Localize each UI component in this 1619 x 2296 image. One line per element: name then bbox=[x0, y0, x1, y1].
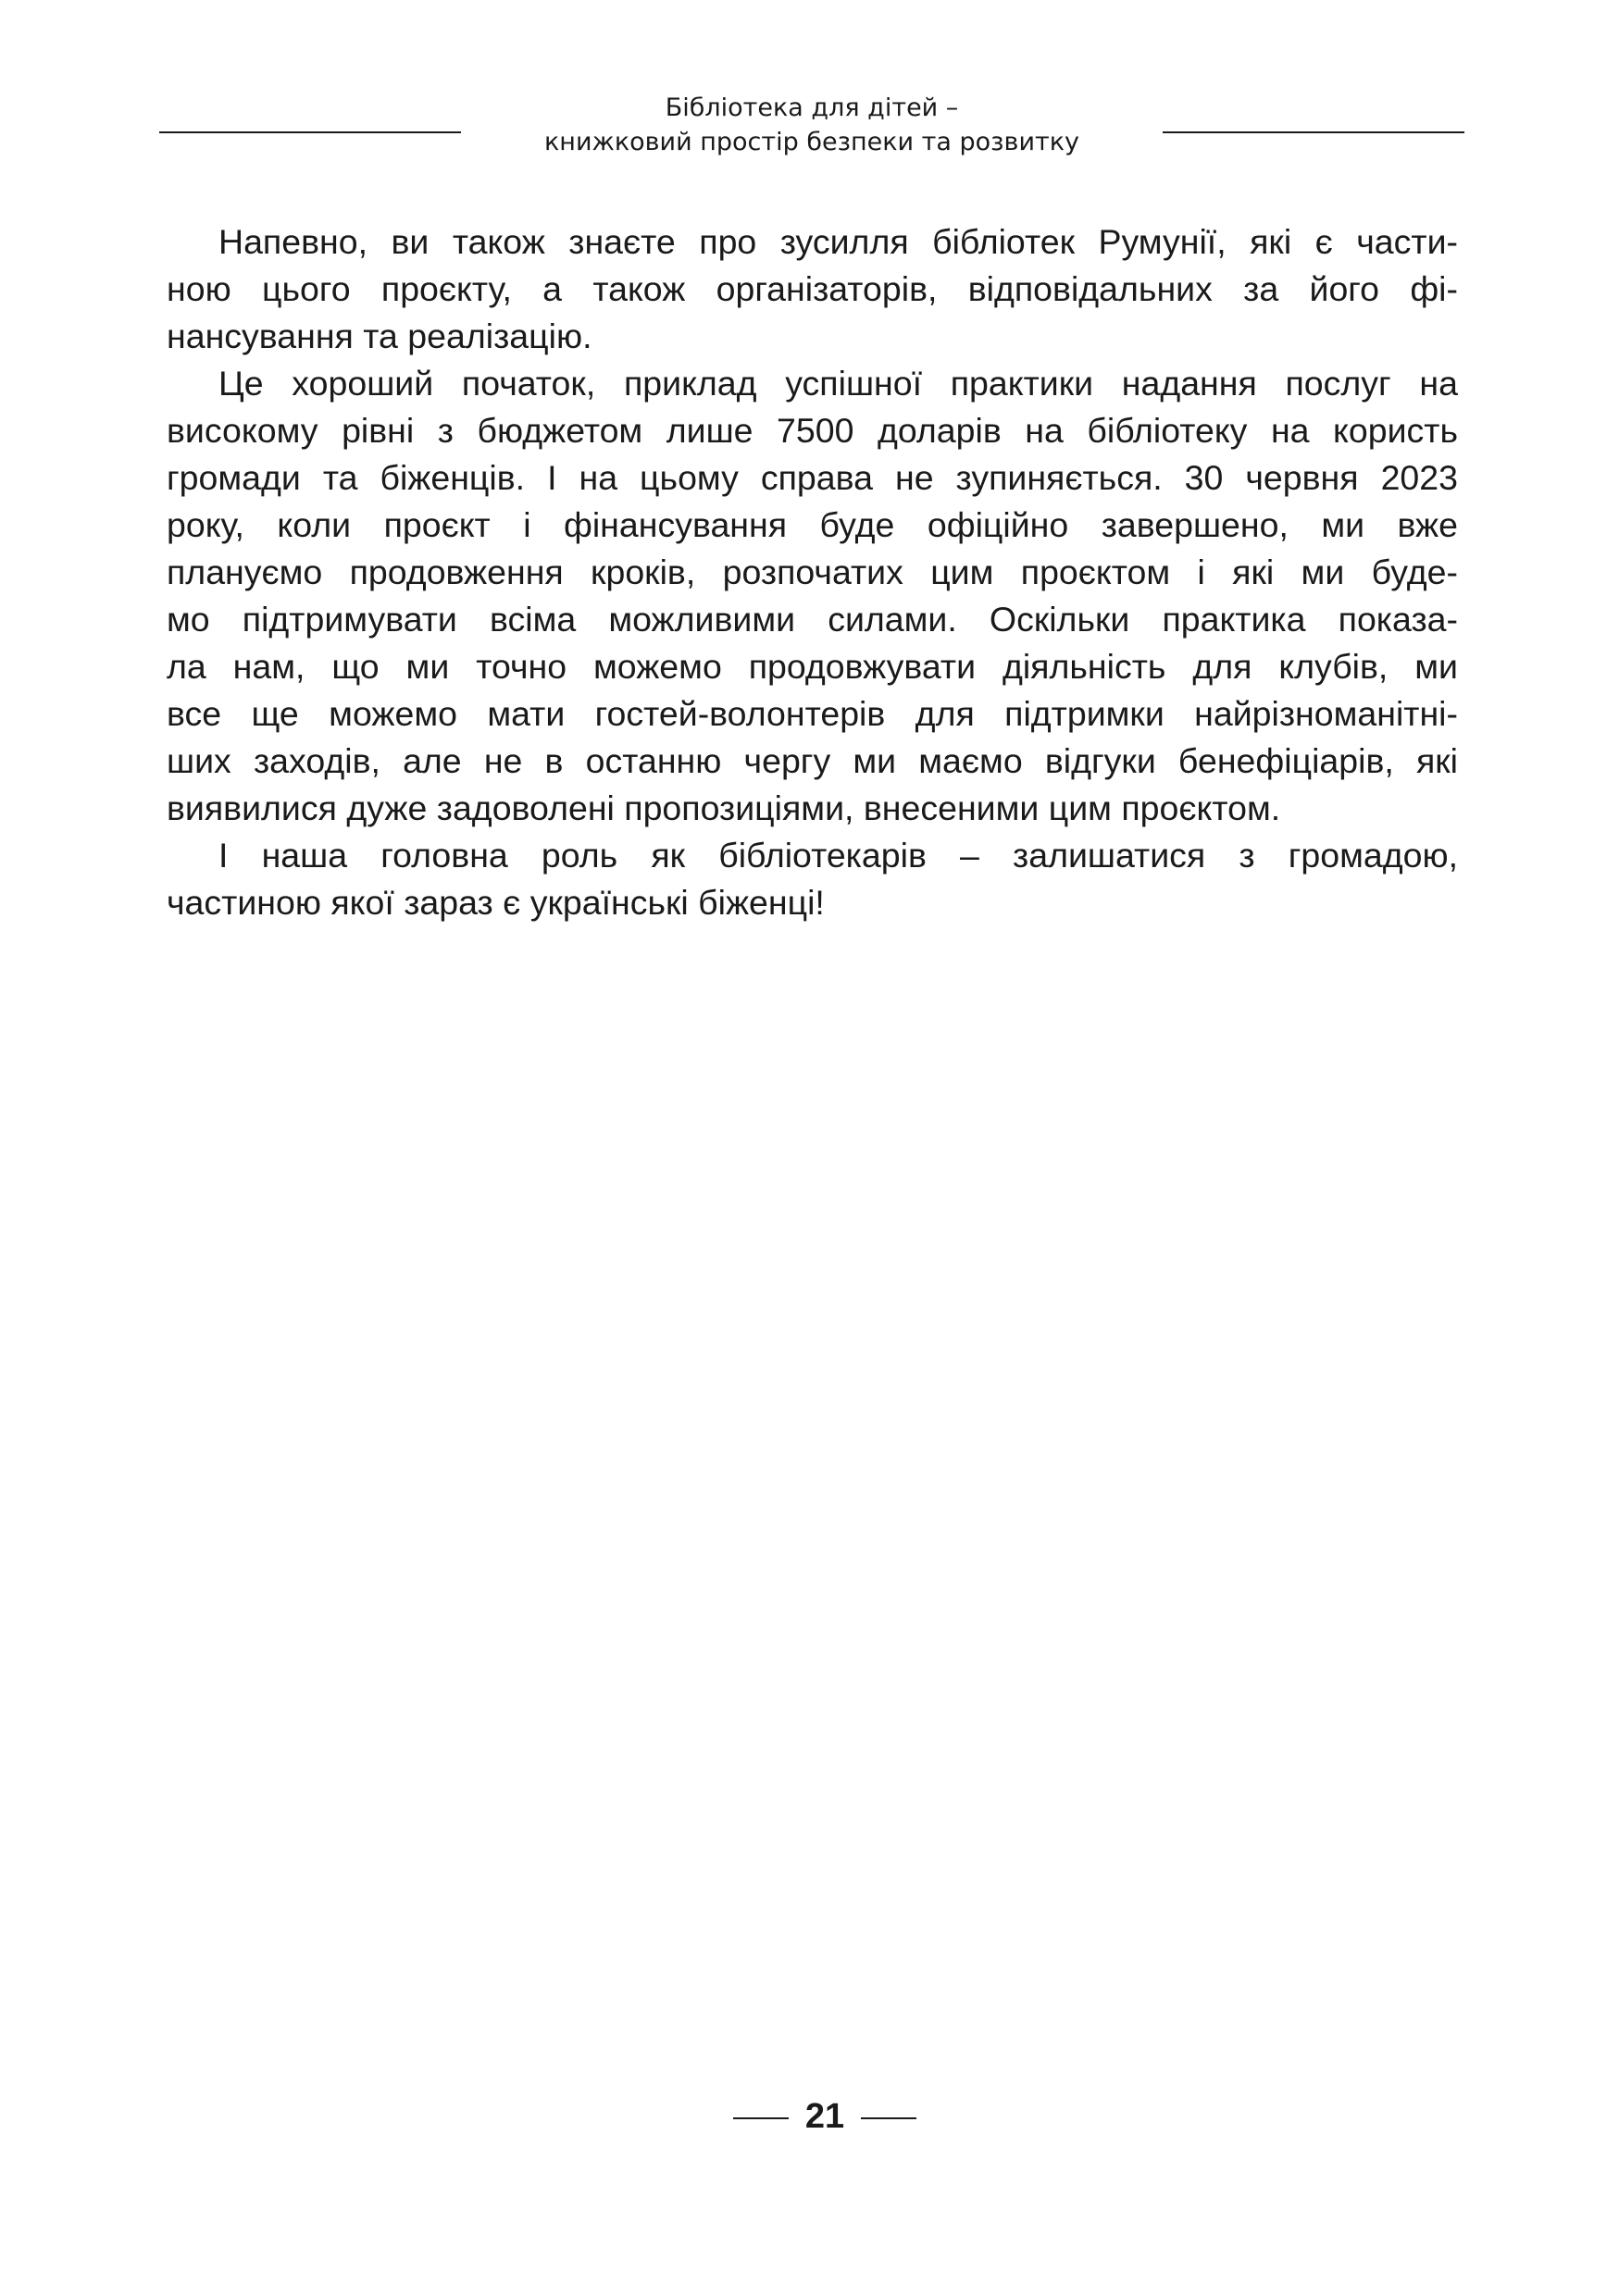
running-header-line-1: Бібліотека для дітей – bbox=[665, 93, 959, 122]
running-header bbox=[0, 91, 1619, 165]
text-line: плануємо продовження кроків, розпочатих цим проєктом і які ми буде- bbox=[167, 552, 1458, 591]
paragraph-2 bbox=[167, 360, 1458, 832]
text-line: І наша головна роль як бібліотекарів – залишатися з громадою, bbox=[218, 836, 1458, 875]
running-header-line-2: книжковий простір безпеки та розвитку bbox=[543, 128, 1080, 156]
running-header-title bbox=[461, 91, 1163, 159]
footer-rule-right bbox=[861, 2117, 916, 2119]
text-line: нансування та реалізацію. bbox=[167, 316, 592, 355]
text-line: високому рівні з бюджетом лише 7500 доларів на бібліотеку на користь bbox=[167, 411, 1458, 450]
text-line: все ще можемо мати гостей-волонтерів для підтримки найрізноманітні- bbox=[167, 694, 1458, 733]
text-line: виявилися дуже задоволені пропозиціями, внесеними цим проєктом. bbox=[167, 788, 1281, 827]
text-line: року, коли проєкт і фінансування буде офіційно завершено, ми вже bbox=[167, 505, 1458, 544]
text-line: мо підтримувати всіма можливими силами. Оскільки практика показа- bbox=[167, 600, 1458, 639]
header-rule-right bbox=[1163, 131, 1464, 133]
text-line: Це хороший початок, приклад успішної практики надання послуг на bbox=[218, 364, 1458, 403]
page-footer bbox=[0, 2093, 1619, 2140]
page-number: 21 bbox=[804, 2097, 845, 2136]
text-line: громади та біженців. І на цьому справа не зупиняється. 30 червня 2023 bbox=[167, 458, 1458, 497]
text-line: ною цього проєкту, а також організаторів, відповідальних за його фі- bbox=[167, 269, 1458, 308]
body-text bbox=[167, 218, 1458, 926]
paragraph-1 bbox=[167, 218, 1458, 360]
text-line: частиною якої зараз є українські біженці! bbox=[167, 883, 825, 922]
text-line: ла нам, що ми точно можемо продовжувати діяльність для клубів, ми bbox=[167, 647, 1458, 686]
paragraph-3 bbox=[167, 832, 1458, 926]
header-rule-left bbox=[159, 131, 461, 133]
footer-rule-left bbox=[733, 2117, 789, 2119]
text-line: ших заходів, але не в останню чергу ми маємо відгуки бенефіціарів, які bbox=[167, 741, 1458, 780]
text-line: Напевно, ви також знаєте про зусилля бібліотек Румунії, які є части- bbox=[218, 222, 1458, 261]
